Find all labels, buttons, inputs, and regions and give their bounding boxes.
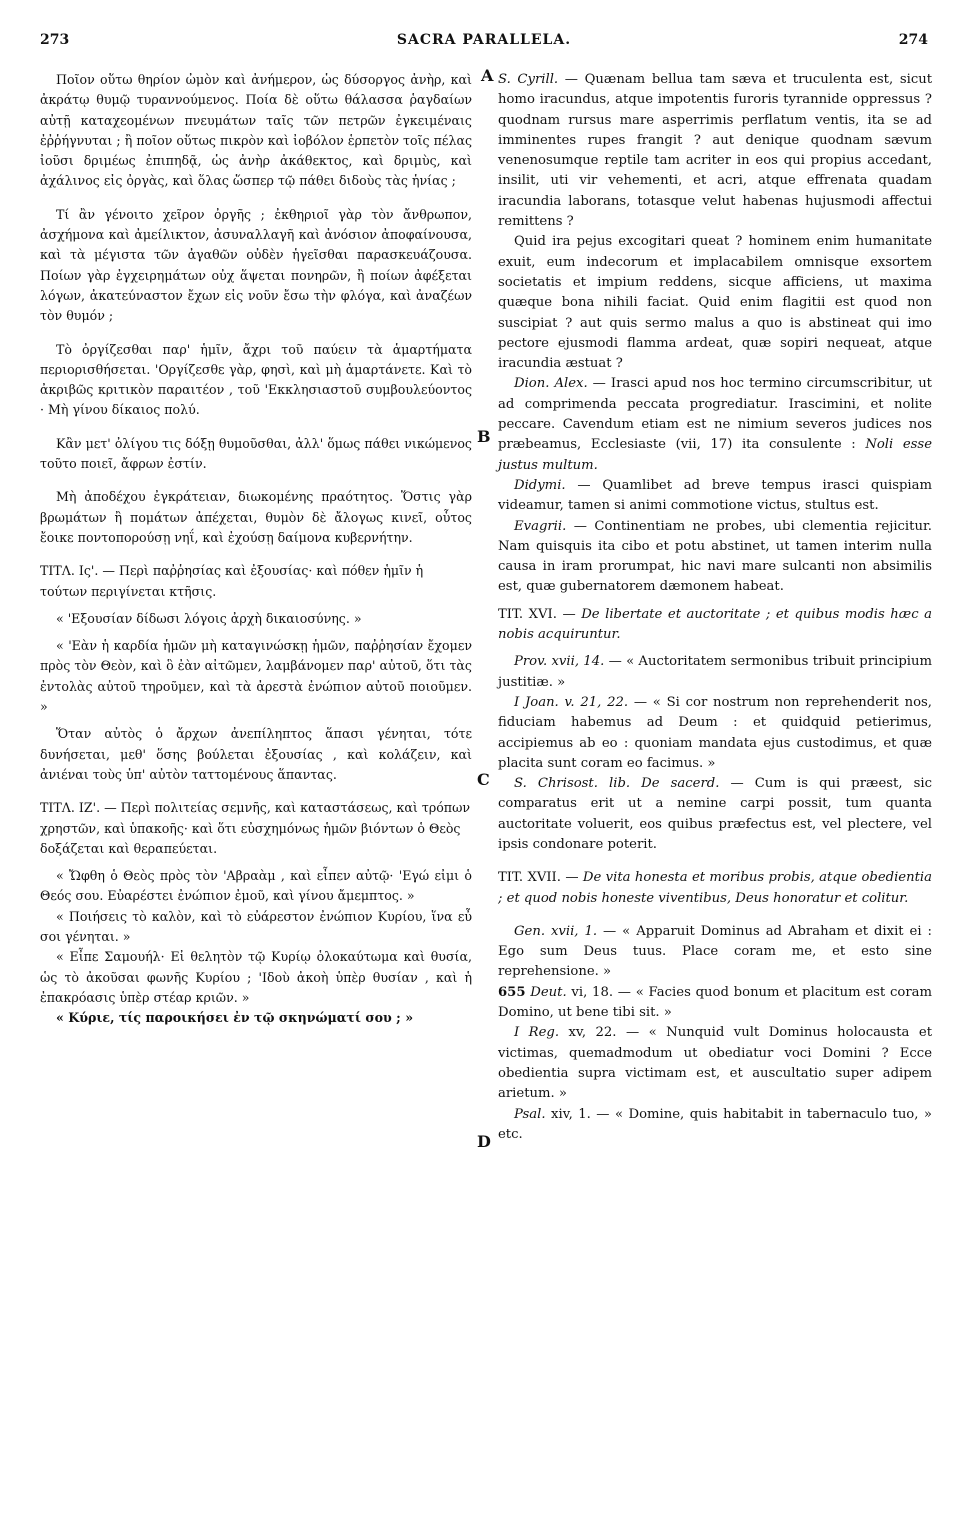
latin-paragraph [498,476,932,517]
greek-paragraph: « Ποιήσεις τὸ καλὸν, καὶ τὸ εὐάρεστον ἐνώπιον Κυρίου, ἵνα εὖ σοι γένηται. » [40,908,472,944]
greek-paragraph: Μὴ ἀποδέχου ἐγκράτειαν, διωκομένης πραότητος. Ὅστις γὰρ βρωμάτων ἢ πομάτων ἀπέχεται, θυμὸν δὲ ἄλογως κινεῖ, οὗτος ἔοικε ποντοπορούσῃ νηΐ, καὶ ἐχούσῃ δαίμονα κυβερνήτην. [40,489,472,545]
source-label: S. Cyrill. [498,72,559,87]
latin-paragraph [498,1105,932,1146]
latin-paragraph [498,1023,932,1104]
source-label: Evagrii. [514,518,567,534]
greek-paragraph: Ποῖον οὕτω θηρίον ὠμὸν καὶ ἀνήμερον, ὡς δύσοργος ἀνὴρ, καὶ ἀκράτῳ θυμῷ τυραννούμενος. Ποία δὲ οὕτω θάλασσα ῥαγδαίων αὐτῇ καταχεομένων πνευμάτων ταῖς τῶν πετρῶν ἐγκειμέναις ἐῤῥήγνυται ; ἢ ποῖον οὕτως πικρὸν καὶ ἰοβόλον ἑρπετὸν τοῖς πέλας ἰοῦσι δριμέως ἐπιπηδᾷ, ὡς ἀνὴρ ἀκάθεκτος, καὶ δριμὺς, καὶ ἀχάλινος εἰς ὀργὰς, καὶ ὅλας ὥσπερ τῷ πάθει διδοὺς τὰς ἡνίας ; [40,72,472,189]
latin-text: — « Si cor nostrum non reprehenderit nos, fiduciam habemus ad Deum : et quidquid petierimus, accipiemus ab eo : quoniam mandata ejus custodimus, et quæ placita sunt coram eo facimus. » [498,694,932,771]
latin-paragraph [498,922,932,983]
source-label: S. Chrisost. lib. De sacerd. [514,776,720,792]
source-label: Dion. Alex. [514,376,588,392]
greek-paragraph: Τὸ ὀργίζεσθαι παρ' ἡμῖν, ἄχρι τοῦ παύειν τὰ ἁμαρτήματα περιορισθήσεται. 'Οργίζεσθε γὰρ, φησὶ, καὶ μὴ ἁμαρτάνετε. Καὶ τὸ ἀκριβῶς κριτικὸν παραιτέον , τοῦ 'Εκκλησιαστοῦ συμβουλεύοντος · Μὴ γίνου δίκαιος πολύ. [40,341,472,418]
greek-paragraph: « Εἶπε Σαμουήλ· Εἰ θελητὸν τῷ Κυρίῳ ὁλοκαύτωμα καὶ θυσία, ὡς τὸ ἀκοῦσαι φωνῆς Κυρίου ; 'Ιδοὺ ἀκοὴ ὑπὲρ θυσίαν , καὶ ἡ ἐπακρόασις ὑπὲρ στέαρ κριῶν. » [40,949,472,1005]
title-label: TIT. XVI. — [498,606,582,622]
greek-paragraph: « 'Εξουσίαν δίδωσι λόγοις ἀρχὴ δικαιοσύνης. » [56,610,362,626]
title-text: De libertate et auctoritate ; et quibus modis hæc a nobis acquiruntur. [498,606,932,643]
latin-text: — Quænam bellua tam sæva et truculenta est, sicut homo iracundus, atque impotentis furoris tyrannide oppressus ? quodnam rursus mare asperrimis perflatum ventis, ita se ad imminentes rupes frangit ? aut denique quodnam sævum venenosumque reptile tam acriter in eos qui propius accedant, insilit, uti vir vehementi, et acri, atque effrenata quadam iracundia laborans, totasque velut habenas hujusmodi affectui remittens ? [498,72,932,230]
source-label: Deut. [530,984,567,1000]
latin-text: vi, 18. — « Facies quod bonum et placitum est coram Domino, ut bene tibi sit. » [498,984,932,1021]
title-label: TIT. XVII. — [498,870,583,886]
latin-paragraph: Quid ira pejus excogitari queat ? hominem enim humanitate exuit, eum indecorum et implacabilem omnisque exsortem societatis et impium reddens, sicque afficiens, ut maxima quæque bona nihili faciat. Quid enim flagitii est quod non suscipiat ? aut quis sermo malus a quo is abstineat qui imo pectore ejusmodi flamma ardeat, quæ sopiri nequeat, atque iracundia æstuat ? [498,234,932,372]
latin-paragraph [498,70,932,232]
latin-text: — Quamlibet ad breve tempus irasci quispiam videamur, tamen si animi commotione victus, stultus est. [498,477,932,514]
source-label: I Joan. v. 21, 22. [514,694,629,710]
latin-text: — « Apparuit Dominus ad Abraham et dixit ei : Ego sum Deus tuus. Place coram me, et esto sine reprehensione. » [498,923,932,980]
running-title: SACRA PARALLELA. [396,32,572,48]
latin-text: — Irasci apud nos hoc termino circumscribitur, ut ad comprimenda peccata progrediatur. Irascimini, et nolite peccare. Cavendum etiam est ne nimium severos judices nos præbeamus, Ecclesiaste (vii, 17) ita consulente : [498,376,932,453]
latin-paragraph [498,983,932,1024]
latin-text: — « Auctoritatem sermonibus tribuit principium justitiæ. » [498,654,932,690]
margin-letter-c: C [477,770,490,789]
greek-paragraph: Τί ἂν γένοιτο χεῖρον ὀργῆς ; ἐκθηριοῖ γὰρ τὸν ἄνθρωπον, ἀσχήμονα καὶ ἀμείλικτον, ἀσυναλλαγῆ καὶ ἀνόσιον ἀποφαίνουσα, καὶ τὰ μέγιστα τῶν ἀγαθῶν οὐδὲν ἡγεῖσθαι παρασκευάζουσα. Ποίων γὰρ ἐγχειρημάτων οὐχ ἅψεται πονηρῶν, ἢ ποίων ἀφέξεται λόγων, ἀκατεύναστον ἔχων εἰς νοῦν ἔσω τὴν φλόγα, καὶ ἀναζέων τὸν θυμόν ; [40,206,472,324]
latin-text: xiv, 1. — « Domine, quis habitabit in tabernaculo tuo, » etc. [498,1106,932,1142]
greek-paragraph: « Κύριε, τίς παροικήσει ἐν τῷ σκηνώματί σου ; » [56,1010,414,1026]
latin-text: — Continentiam ne probes, ubi clementia rejicitur. Nam quisquis ita cibo et potu abstinet, ut tamen interim nulla causa in iram prorumpat, hic navi mare sulcanti non absimilis est, quæ gubernatorem dæmonem habeat. [498,518,932,595]
column-number: 655 [498,984,526,1000]
latin-quote: Noli esse justus multum. [498,437,933,473]
greek-paragraph: Ὅταν αὐτὸς ὁ ἄρχων ἀνεπίληπτος ἅπασι γένηται, τότε δυνήσεται, μεθ' ὅσης βούλεται ἐξουσίας , καὶ κολάζειν, καὶ ἀνιέναι τοὺς ὑπ' αὐτὸν ταττομένους ἅπαντας. [40,726,472,782]
latin-paragraph [498,693,932,774]
source-label: Gen. xvii, 1. [514,923,598,939]
latin-paragraph [498,774,932,855]
margin-letter-a: A [481,66,494,85]
greek-paragraph: Κἂν μετ' ὀλίγου τις δόξῃ θυμοῦσθαι, ἀλλ' ὅμως πάθει νικώμενος τοῦτο ποιεῖ, ἄφρων ἐστίν. [40,435,472,472]
page-header [40,32,928,54]
source-label: Psal. [514,1106,546,1122]
latin-title-17 [498,868,932,909]
latin-text: — Cum is qui præest, sic comparatus erit ut a nemine carpi possit, tum quanta auctoritate voluerit, eos quibus præfectus est, vel plectere, vel ipsis condonare poterit. [498,776,932,852]
latin-paragraph [498,517,932,598]
greek-paragraph: « Ὤφθη ὁ Θεὸς πρὸς τὸν 'Αβραὰμ , καὶ εἶπεν αὐτῷ· 'Εγώ εἰμι ὁ Θεός σου. Εὐαρέστει ἐνώπιον ἐμοῦ, καὶ γίνου ἄμεμπτος. » [40,868,472,904]
latin-paragraph [498,652,932,693]
latin-title-16 [498,605,932,646]
greek-column [40,70,472,1028]
greek-paragraph: « 'Εὰν ἡ καρδία ἡμῶν μὴ καταγινώσκῃ ἡμῶν, παῤῥησίαν ἔχομεν πρὸς τὸν Θεὸν, καὶ ὃ ἐὰν αἰτῶμεν, λαμβάνομεν παρ' αὐτοῦ, ὅτι τὰς ἐντολὰς αὐτοῦ τηροῦμεν, καὶ τὰ ἀρεστὰ ἐνώπιον αὐτοῦ ποιοῦμεν. » [40,638,472,715]
source-label: Prov. xvii, 14. [514,654,605,670]
page-number-right: 274 [898,32,928,48]
title-text: De vita honesta et moribus probis, atque obedientia ; et quod nobis honeste viventibus, Deus honoratur et colitur. [498,870,932,906]
margin-letter-d: D [477,1132,491,1151]
latin-column [498,70,932,1145]
latin-text: xv, 22. — « Nunquid vult Dominus holocausta et victimas, quemadmodum ut obediatur voci Domini ? Ecce obedientia supra victimam est, et auscultatio super adipem arietum. » [498,1025,932,1102]
latin-paragraph [498,374,932,475]
page-number-left: 273 [40,32,70,48]
margin-letter-b: B [477,427,491,446]
greek-title-17: ΤΙΤΛ. ΙΖ'. — Περὶ πολιτείας σεμνῆς, καὶ καταστάσεως, καὶ τρόπων χρηστῶν, καὶ ὑπακοῆς· καὶ ὅτι εὐσχημόνως ἡμῶν βιόντων ὁ Θεὸς δοξάζεται καὶ θεραπεύεται. [40,800,471,856]
greek-title-16: ΤΙΤΛ. Ις'. — Περὶ παῤῥησίας καὶ ἐξουσίας· καὶ πόθεν ἡμῖν ἡ τούτων περιγίνεται κτῆσις. [40,563,424,599]
source-label: I Reg. [514,1025,560,1041]
source-label: Didymi. [514,477,566,493]
